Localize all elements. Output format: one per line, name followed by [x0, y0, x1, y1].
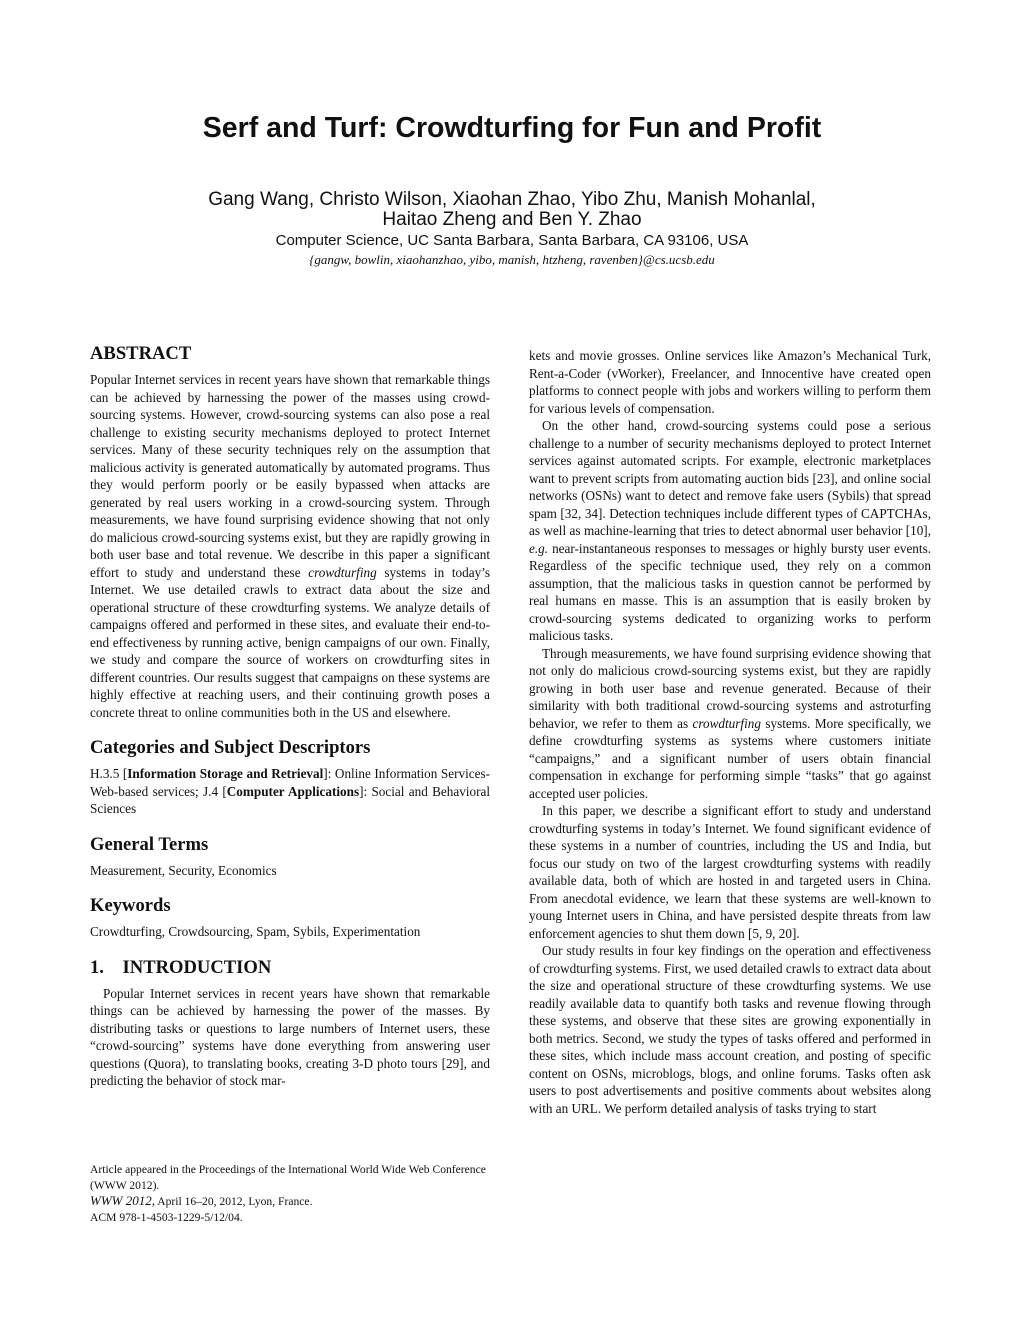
abstract-heading: ABSTRACT [90, 343, 192, 364]
categories-heading: Categories and Subject Descriptors [90, 737, 371, 758]
categories-section [90, 737, 490, 818]
author-emails: {gangw, bowlin, xiaohanzhao, yibo, manish, htzheng, ravenben}@cs.ucsb.edu [309, 252, 715, 267]
general-terms-text: Measurement, Security, Economics [90, 862, 277, 878]
authors-line-1: Gang Wang, Christo Wilson, Xiaohan Zhao, Yibo Zhu, Manish Mohanlal, [208, 189, 816, 210]
footnote-acm: ACM 978-1-4503-1229-5/12/04. [90, 1210, 243, 1224]
categories-text: H.3.5 [Information Storage and Retrieval]: Online Information Services-Web-based services; J.4 [Computer Applications]: Social and Behavioral Sciences [90, 766, 490, 816]
general-terms-section [90, 834, 490, 880]
introduction-paragraph-1: Popular Internet services in recent years have shown that remarkable things can be achieved by harnessing the power of the masses. By distributing tasks or questions to large numbers of Internet users, these “crowd-sourcing” systems have done everything from answering user questions (Quora), to translating books, creating 3-D photo tours [29], and predicting the behavior of stock mar- [90, 985, 490, 1088]
keywords-section [90, 895, 490, 941]
introduction-paragraph-5: Our study results in four key findings on the operation and effectiveness of crowdturfing systems. First, we used detailed crawls to extract data about the size and operational structure of these crowdturfing systems. We use readily available data to quantify both tasks and revenue flowing through these systems, and observe that these sites are growing exponentially in both metrics. Second, we study the types of tasks offered and performed in these sites, which include mass account creation, and posting of specific content on OSNs, microblogs, blogs, and online forums. Tasks often ask users to post advertisements and positive comments about websites along with an URL. We perform detailed analysis of tasks trying to start [529, 943, 931, 1116]
introduction-paragraph-2: On the other hand, crowd-sourcing systems could pose a serious challenge to a number of security mechanisms deployed to protect Internet services against automated scripts. For example, electronic marketplaces want to prevent scripts from automating auction bids [23], and online social networks (OSNs) want to detect and remove fake users (Sybils) that spread spam [32, 34]. Detection techniques include different types of CAPTCHAs, as well as machine-learning that tries to detect abnormal user behavior [10], e.g. near-instantaneous responses to messages or highly bursty user events. Regardless of the specific technique used, they rely on a common assumption, that the malicious tasks in question cannot be performed by real humans en masse. This is an assumption that is easily broken by crowd-sourcing systems dedicated to organizing works to perform malicious tasks. [529, 418, 931, 643]
keywords-heading: Keywords [90, 895, 171, 916]
introduction-section [90, 957, 490, 1090]
left-column [90, 343, 490, 1090]
copyright-footnote [90, 1162, 490, 1225]
paper-title: Serf and Turf: Crowdturfing for Fun and Profit [202, 112, 822, 144]
introduction-heading: 1. INTRODUCTION [90, 956, 272, 978]
footnote-line: Article appeared in the Proceedings of the International World Wide Web Conference (WWW 2012). [90, 1163, 486, 1192]
introduction-paragraph-3: Through measurements, we have found surprising evidence showing that not only do malicious crowd-sourcing systems exist, but they are rapidly growing in both user base and revenue generated. Because of their similarity with both traditional crowd-sourcing systems and astroturfing behavior, we refer to them as crowdturfing systems. More specifically, we define crowdturfing systems as systems where customers initiate “campaigns,” and a significant number of users obtain financial compensation in exchange for performing simple “tasks” that go against accepted user policies. [529, 645, 931, 801]
keywords-text: Crowdturfing, Crowdsourcing, Spam, Sybils, Experimentation [90, 924, 421, 939]
introduction-paragraph-1-cont: kets and movie grosses. Online services like Amazon’s Mechanical Turk, Rent-a-Coder (vWorker), Freelancer, and Innocentive have created open platforms to connect people with jobs and workers willing to perform them for various levels of compensation. [529, 348, 931, 416]
footnote-venue: WWW 2012, April 16–20, 2012, Lyon, France. [90, 1193, 313, 1208]
abstract-section [90, 343, 490, 721]
abstract-text: Popular Internet services in recent years have shown that remarkable things can be achieved by harnessing the power of the masses using crowd-sourcing systems. However, crowd-sourcing systems can also pose a real challenge to existing security mechanisms deployed to protect Internet services. Many of these security techniques rely on the assumption that malicious activity is generated automatically by automated programs. Thus they would perform poorly or be easily bypassed when attacks are generated by real users working in a crowd-sourcing system. Through measurements, we have found surprising evidence showing that not only do malicious crowd-sourcing systems exist, but they are rapidly growing in both user base and total revenue. We describe in this paper a significant effort to study and understand these crowdturfing systems in today’s Internet. We use detailed crawls to extract data about the size and operational structure of these crowdturfing systems. We analyze details of campaigns offered and performed in these sites, and evaluate their end-to-end effectiveness by running active, benign campaigns of our own. Finally, we study and compare the source of workers on crowdturfing sites in different countries. Our results suggest that campaigns on these systems are highly effective at reaching users, and their continuing growth poses a concrete threat to online communities both in the US and elsewhere. [90, 372, 490, 720]
affiliation: Computer Science, UC Santa Barbara, Santa Barbara, CA 93106, USA [275, 232, 749, 249]
general-terms-heading: General Terms [90, 833, 209, 855]
introduction-paragraph-4: In this paper, we describe a significant effort to study and understand crowdturfing systems in today’s Internet. We found significant evidence of these systems in a number of countries, including the US and India, but focus our study on two of the largest crowdturfing systems with readily available data, both of which are hosted in and targeted users in China. From anecdotal evidence, we learn that these systems are well-known to young Internet users in China, and have persisted despite threats from law enforcement agencies to shut them down [5, 9, 20]. [529, 803, 931, 941]
author-list [0, 190, 1024, 230]
authors-line-2: Haitao Zheng and Ben Y. Zhao [382, 209, 642, 230]
right-column [529, 347, 931, 1117]
